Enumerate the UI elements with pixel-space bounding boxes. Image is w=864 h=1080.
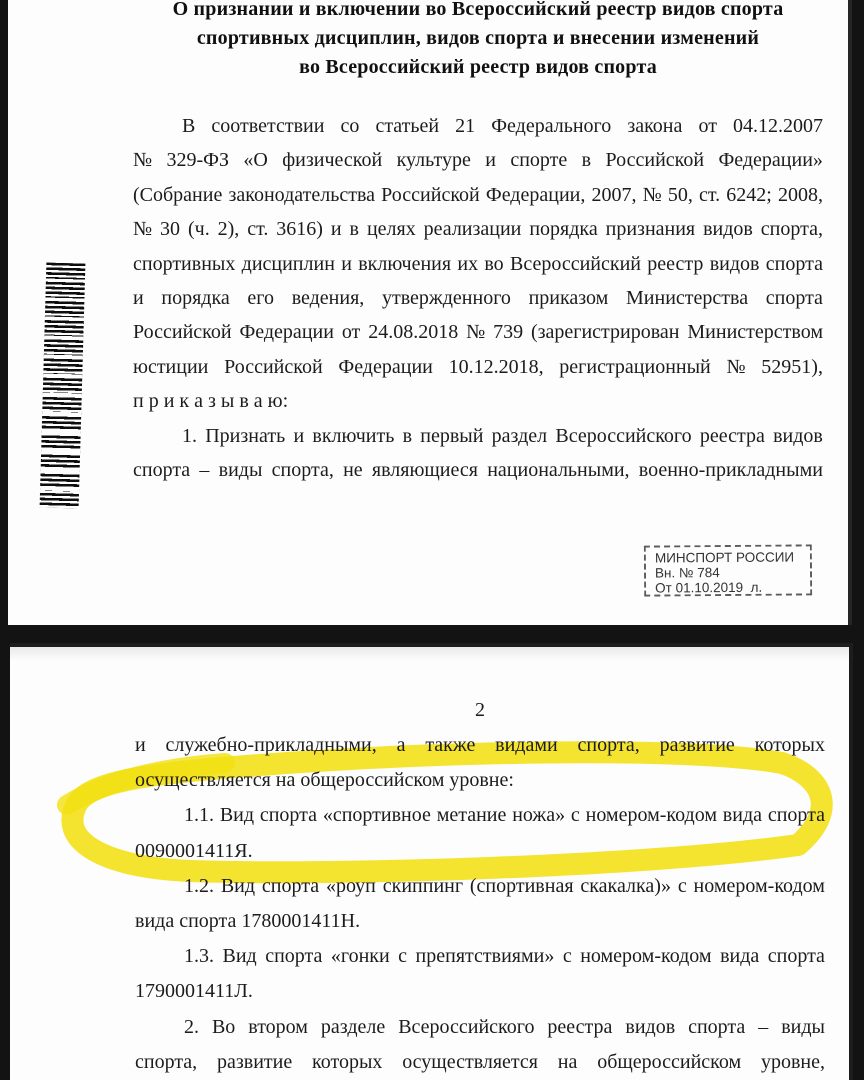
page2-body-text bbox=[135, 728, 825, 1080]
document-title bbox=[133, 0, 823, 82]
text-line: спорта, развитие которых осуществляется на общероссийском уровне, bbox=[135, 1050, 825, 1073]
stamp-date: От 01.10.2019 л. bbox=[655, 579, 763, 596]
text-line: вида спорта 1780001411Н. bbox=[135, 909, 361, 932]
text-line: 1.2. Вид спорта «роуп скиппинг (спортивная скакалка)» с номером-кодом bbox=[184, 874, 825, 897]
page-number: 2 bbox=[475, 699, 485, 721]
text-line: п р и к а з ы в а ю: bbox=[133, 390, 289, 413]
registration-stamp bbox=[644, 544, 812, 596]
text-line: спортивных дисциплин и включения их во Всероссийский реестр видов спорта bbox=[133, 252, 823, 275]
text-line: осуществляется на общероссийском уровне: bbox=[135, 769, 514, 792]
text-line: юстиции Российской Федерации 10.12.2018, регистрационный № 52951), bbox=[133, 355, 823, 378]
page1-body-text bbox=[133, 109, 823, 487]
text-line: и служебно-прикладными, а также видами спорта, развитие которых bbox=[135, 734, 825, 756]
text-line: Российской Федерации от 24.08.2018 № 739 (зарегистрирован Министерством bbox=[133, 321, 823, 344]
text-line: 1.1. Вид спорта «спортивное метание ножа» с номером-кодом вида спорта bbox=[184, 804, 825, 827]
text-line: № 329-ФЗ «О физической культуре и спорте в Российской Федерации» bbox=[133, 149, 823, 172]
page2-scan bbox=[10, 643, 853, 1080]
text-line: и порядка его ведения, утвержденного приказом Министерства спорта bbox=[133, 286, 823, 309]
text-line: № 30 (ч. 2), ст. 3616) и в целях реализации порядка признания видов спорта, bbox=[133, 218, 823, 241]
text-line: (Собрание законодательства Российской Федерации, 2007, № 50, ст. 6242; 2008, bbox=[133, 183, 823, 206]
text-line: спорта – виды спорта, не являющиеся национальными, военно-прикладными bbox=[133, 458, 823, 481]
stamp-number: Вн. № 784 bbox=[654, 565, 720, 581]
stamp-org: МИНСПОРТ РОССИИ bbox=[654, 549, 795, 566]
text-line: В соответствии со статьей 21 Федерального закона от 04.12.2007 bbox=[182, 115, 823, 137]
text-line: 1. Признать и включить в первый раздел Всероссийского реестра видов bbox=[182, 424, 823, 447]
text-line: О признании и включении во Всероссийский реестр видов спорта bbox=[172, 0, 784, 20]
text-line: спортивных дисциплин, видов спорта и внесении изменений bbox=[196, 27, 760, 49]
text-line: 1790001411Л. bbox=[135, 980, 253, 1003]
text-line: во Всероссийский реестр видов спорта bbox=[299, 56, 657, 78]
barcode bbox=[40, 263, 86, 509]
text-line: 0090001411Я. bbox=[135, 839, 253, 862]
text-line: 1.3. Вид спорта «гонки с препятствиями» с номером-кодом вида спорта bbox=[184, 945, 825, 968]
text-line: 2. Во втором разделе Всероссийского реестра видов спорта – виды bbox=[184, 1015, 825, 1038]
page1-scan bbox=[8, 0, 852, 625]
